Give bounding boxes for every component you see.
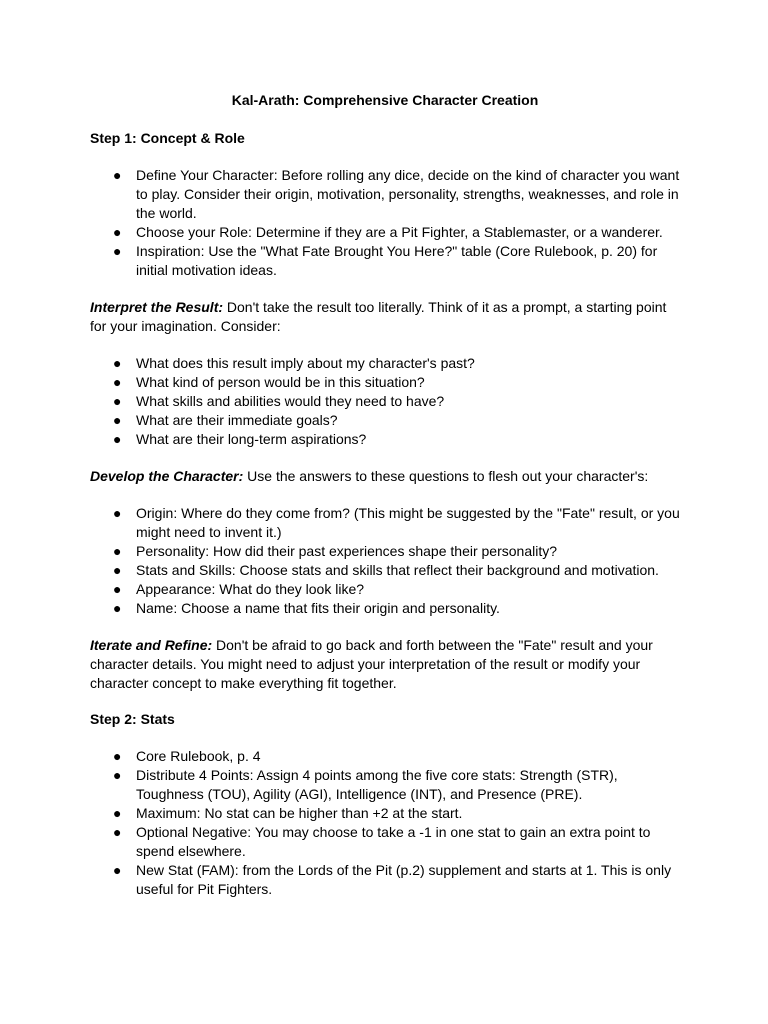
- develop-lead: Develop the Character:: [90, 468, 244, 484]
- bullet-icon: ●: [113, 862, 122, 878]
- step2-list: [90, 747, 680, 899]
- interpret-paragraph: Interpret the Result: Don't take the result too literally. Think of it as a prompt, a starting point for your imagination. Consider:: [90, 299, 667, 334]
- bullet-icon: ●: [113, 748, 122, 764]
- list-item: ● New Stat (FAM): from the Lords of the Pit (p.2) supplement and starts at 1. This is only useful for Pit Fighters.: [113, 862, 672, 897]
- bullet-icon: ●: [113, 824, 122, 840]
- list-item: ● Core Rulebook, p. 4: [113, 748, 261, 764]
- bullet-icon: ●: [113, 224, 122, 240]
- list-item: ● Personality: How did their past experiences shape their personality?: [113, 543, 558, 559]
- bullet-icon: ●: [113, 543, 122, 559]
- list-item: ● What are their immediate goals?: [113, 412, 338, 428]
- interpret-lead: Interpret the Result:: [90, 299, 224, 315]
- bullet-icon: ●: [113, 562, 122, 578]
- bullet-icon: ●: [113, 374, 122, 390]
- bullet-icon: ●: [113, 505, 122, 521]
- bullet-icon: ●: [113, 600, 122, 616]
- list-item: ● Optional Negative: You may choose to take a -1 in one stat to gain an extra point to spend elsewhere.: [113, 824, 651, 859]
- bullet-icon: ●: [113, 167, 122, 183]
- document-title: Kal-Arath: Comprehensive Character Creation: [231, 92, 539, 108]
- interpret-list: [90, 354, 680, 449]
- list-item: ● What skills and abilities would they need to have?: [113, 393, 445, 409]
- list-item: ● Define Your Character: Before rolling any dice, decide on the kind of character you want to play. Consider their origin, motivation, personality, strengths, weaknesses, and role in the world.: [113, 167, 680, 221]
- list-item: ● Distribute 4 Points: Assign 4 points among the five core stats: Strength (STR), Toughness (TOU), Agility (AGI), Intelligence (INT), and Presence (PRE).: [113, 767, 618, 802]
- bullet-icon: ●: [113, 767, 122, 783]
- iterate-lead: Iterate and Refine:: [90, 637, 213, 653]
- list-item: ● What does this result imply about my character's past?: [113, 355, 475, 371]
- bullet-icon: ●: [113, 805, 122, 821]
- develop-paragraph: Develop the Character: Use the answers to these questions to flesh out your character's:: [90, 468, 649, 484]
- list-item: ● Inspiration: Use the "What Fate Brought You Here?" table (Core Rulebook, p. 20) for initial motivation ideas.: [113, 243, 658, 278]
- list-item: ● Maximum: No stat can be higher than +2 at the start.: [113, 805, 463, 821]
- bullet-icon: ●: [113, 431, 122, 447]
- step2-heading: Step 2: Stats: [90, 711, 175, 727]
- list-item: ● Appearance: What do they look like?: [113, 581, 365, 597]
- iterate-paragraph: Iterate and Refine: Don't be afraid to go back and forth between the "Fate" result and your character details. You might need to adjust your interpretation of the result or modify your character concept to make everything fit together.: [90, 637, 653, 691]
- develop-list: [90, 504, 680, 618]
- list-item: ● Choose your Role: Determine if they are a Pit Fighter, a Stablemaster, or a wanderer.: [113, 224, 663, 240]
- bullet-icon: ●: [113, 355, 122, 371]
- step1-heading: Step 1: Concept & Role: [90, 130, 245, 146]
- bullet-icon: ●: [113, 412, 122, 428]
- document-body: [90, 91, 680, 899]
- bullet-icon: ●: [113, 393, 122, 409]
- list-item: ● Origin: Where do they come from? (This might be suggested by the "Fate" result, or you might need to invent it.): [113, 505, 680, 540]
- list-item: ● What are their long-term aspirations?: [113, 431, 367, 447]
- bullet-icon: ●: [113, 243, 122, 259]
- list-item: ● Name: Choose a name that fits their origin and personality.: [113, 600, 500, 616]
- list-item: ● Stats and Skills: Choose stats and skills that reflect their background and motivation.: [113, 562, 659, 578]
- list-item: ● What kind of person would be in this situation?: [113, 374, 425, 390]
- step1-list: [90, 166, 680, 280]
- bullet-icon: ●: [113, 581, 122, 597]
